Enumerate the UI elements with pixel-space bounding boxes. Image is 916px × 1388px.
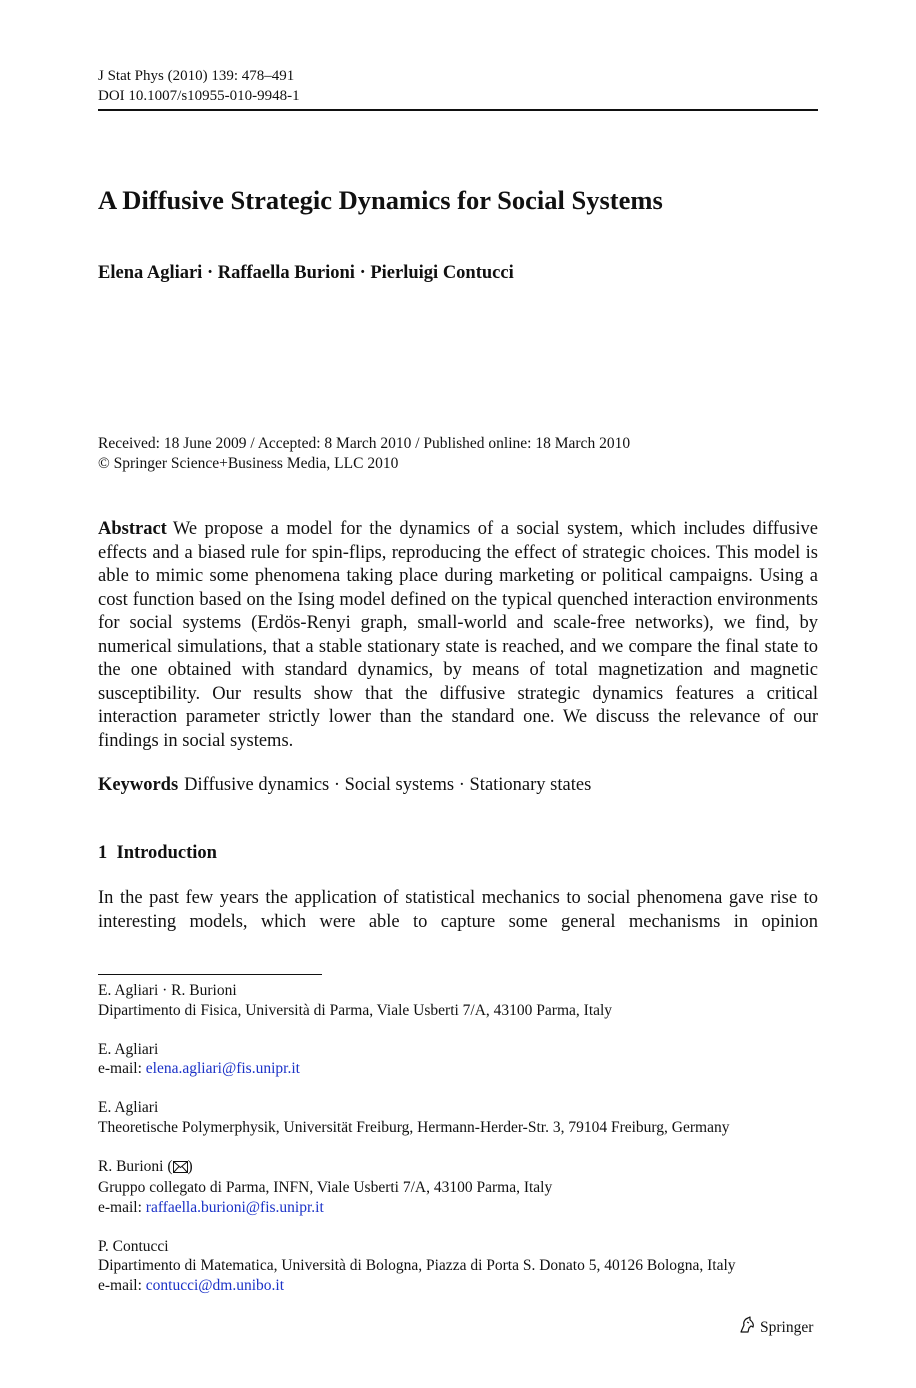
abstract-text: We propose a model for the dynamics of a social system, which includes diffusive effects and a biased rule for spin-flips, reproducing the effect of strategic choices. This model is able to mimic some phenomena taking place during marketing or political campaigns. Using a cost function based on the Ising model defined on the typical quenched interaction environments for social systems (Erdös-Renyi graph, small-world and scale-free networks), we find, by numerical simulations, that a stable stationary state is reached, and we compare the final state to the one obtained with standard dynamics, by means of total magnetization and magnetic susceptibility. Our results show that the diffusive strategic dynamics features a critical interaction parameter strictly lower than the standard one. We discuss the relevance of our findings in social systems. [98, 519, 818, 751]
section-number: 1 [98, 843, 108, 863]
publisher-logo [738, 1316, 813, 1339]
affiliation-name: E. Agliari · R. Burioni [98, 982, 237, 999]
header-rule [98, 109, 818, 111]
email-label: e-mail: [98, 1198, 142, 1216]
author-list: Elena Agliari · Raffaella Burioni · Pierluigi Contucci [98, 263, 514, 283]
affiliation-block [98, 1237, 818, 1296]
keywords-text: Diffusive dynamics · Social systems · Stationary states [184, 775, 592, 795]
affiliation-name-line: R. Burioni ( ) [98, 1157, 818, 1179]
affiliation-name: E. Agliari [98, 1040, 159, 1058]
intro-paragraph: In the past few years the application of statistical mechanics to social phenomena gave rise to interesting models, which were able to capture some general mechanisms in opinion [98, 888, 818, 932]
springer-horse-icon [738, 1316, 756, 1339]
email-link[interactable]: raffaella.burioni@fis.unipr.it [145, 1198, 324, 1216]
affiliation-block [98, 1157, 818, 1218]
section-heading [98, 843, 217, 864]
footnote-rule [98, 974, 322, 975]
section-title: Introduction [116, 843, 217, 863]
envelope-icon [173, 1159, 188, 1179]
affiliation-name: R. Burioni [98, 1157, 164, 1175]
affiliation-email-line [98, 1276, 818, 1296]
copyright-line: © Springer Science+Business Media, LLC 2010 [98, 455, 399, 472]
affiliations [98, 981, 818, 1315]
journal-citation: J Stat Phys (2010) 139: 478–491 [98, 68, 295, 84]
affiliation-block [98, 1040, 818, 1079]
affiliation-email-line [98, 1198, 818, 1218]
affiliation-address: Gruppo collegato di Parma, INFN, Viale Usberti 7/A, 43100 Parma, Italy [98, 1179, 553, 1196]
abstract-label: Abstract [98, 519, 167, 539]
affiliation-address: Theoretische Polymerphysik, Universität Freiburg, Hermann-Herder-Str. 3, 79104 Freiburg, Germany [98, 1118, 730, 1136]
keywords [98, 775, 591, 796]
keywords-label: Keywords [98, 775, 179, 795]
doi: DOI 10.1007/s10955-010-9948-1 [98, 88, 300, 104]
paper-title: A Diffusive Strategic Dynamics for Social Systems [98, 185, 663, 215]
email-label: e-mail: [98, 1060, 142, 1077]
journal-header [98, 66, 818, 106]
affiliation-name: E. Agliari [98, 1099, 159, 1116]
affiliation-address: Dipartimento di Fisica, Università di Parma, Viale Usberti 7/A, 43100 Parma, Italy [98, 1001, 613, 1019]
affiliation-address: Dipartimento di Matematica, Università di Bologna, Piazza di Porta S. Donato 5, 40126 Bologna, Italy [98, 1257, 736, 1274]
publisher-name: Springer [760, 1318, 814, 1336]
affiliation-email-line [98, 1059, 818, 1079]
publication-dates [98, 434, 630, 474]
abstract [98, 518, 818, 753]
email-label: e-mail: [98, 1276, 142, 1294]
affiliation-name: P. Contucci [98, 1237, 169, 1255]
email-link[interactable]: elena.agliari@fis.unipr.it [145, 1060, 300, 1077]
affiliation-block [98, 981, 818, 1020]
affiliation-block [98, 1098, 818, 1137]
email-link[interactable]: contucci@dm.unibo.it [145, 1276, 285, 1294]
received-accepted-line: Received: 18 June 2009 / Accepted: 8 March 2010 / Published online: 18 March 2010 [98, 435, 631, 452]
